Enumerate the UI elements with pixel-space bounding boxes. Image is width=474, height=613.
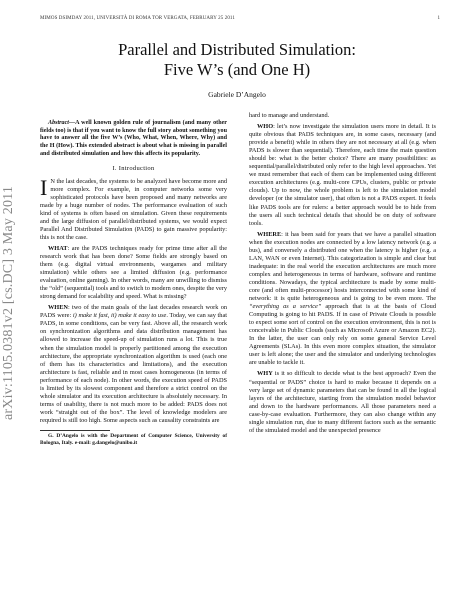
- who-keyword: WHO: [257, 123, 274, 131]
- what-paragraph: [40, 245, 227, 301]
- drop-cap: I: [40, 174, 48, 200]
- abstract-text: —A well known golden rule of journalism (and many other fields too) is that if you want to know the full story about something you have to answer all the five W’s (Who, What, When, Where, Why) and the H (How). This extended abstract is about what is missing in parallel and distributed simulation and how this affects its popularity.: [40, 120, 227, 157]
- intro-paragraph: [40, 174, 227, 242]
- abstract: [40, 120, 227, 159]
- why-keyword: WHY: [257, 370, 273, 378]
- where-text-b: approach that is at the basis of Cloud Computing is going to hit PADS. If in case of Private Clouds is possible to expect some sort of control on the execution environment, this is not is conceivable in Public Clouds (such as Microsoft Azure or Amazon EC2). In the latter, the user can only rely on some general Service Level Agreements (SLAs). In this even more complex situation, the simulator user is left alone; the user and the simulator and underlying technologies are unable to tackle it.: [249, 303, 436, 367]
- footnote-rule: [40, 430, 110, 431]
- when-text-a: : two of the main goals of the last decades research work on PADS were:: [40, 304, 227, 320]
- when-keyword: WHEN: [48, 304, 68, 312]
- author-name: Gabriele D’Angelo: [208, 90, 266, 99]
- why-paragraph: [249, 370, 436, 434]
- section-heading-introduction: I. Introduction: [112, 164, 155, 172]
- when-text-b: . Today, we can say that PADS, in some conditions, can be very fast. Above all, the research work on synchronization algorithms and data distribution management has allowed to increase the speed-up of simulation runs a lot. This is true when the simulation model is properly partitioned among the execution architecture, the appropriate synchronization algorithm is used (each one of them has its characteristics and limitations), and the execution architecture is fast, reliable and in most cases homogeneous (in terms of performance of each node). In other words, the execution speed of PADS is limited by its slowest component and therefore a strict control on the whole simulator and its execution architecture is absolutely necessary. In terms of usability, there is not much more to be added: PADS does not work “straight out of the box”. The level of knowledge modelers are required is still too high. Some aspects such as causality constraints are: [40, 312, 227, 424]
- title-line-1: Parallel and Distributed Simulation:: [118, 40, 356, 59]
- where-text-a: : it has been said for years that we have a parallel situation when the execution nodes are connected by a low latency network (e.g. a bus), and conversely a distributed one when the latency is higher (e.g. a LAN, WAN or even Internet). This categorization is simple and clear but inadequate: in the real world the execution architectures are much more complex and heterogeneous in terms of hardware, software and runtime conditions. Nowadays, the typical architecture is made by some multi-core (and often multi-processor) hosts interconnected with some kind of network: it is quite heterogeneous and is going to be even more. The: [249, 230, 436, 303]
- who-paragraph: [249, 123, 436, 228]
- why-text: is it so difficult to decide what is the best approach? Even the “sequential or PADS” choice is hard to make because it depends on a very large set of dynamic parameters that can be found in all the logical layers of the architecture, starting from the simulation model behavior and down to the hardware performances. All those parameters need a case-by-case evaluation. Furthermore, they can also change within any single simulation run, due to many different factors such as the semantic of the simulated model and the unexpected presence: [249, 370, 436, 434]
- what-keyword: WHAT: [48, 244, 68, 252]
- abstract-label: Abstract: [48, 120, 69, 126]
- where-paragraph: [249, 231, 436, 368]
- what-text: : are the PADS techniques ready for prime time after all the research work that has been done? Some fields are strongly based on them (e.g. digital virtual environments, wargames and military simulation) while others see a limited diffusion (e.g. performance evaluation, online gaming). In other words, many are unwilling to dismiss the “old” (sequential) tools and to switch to modern ones, despite the very strong demand for scalability and speed. What is missing?: [40, 244, 227, 301]
- carryover-text: hard to manage and understand.: [249, 112, 330, 119]
- title-line-2: Five W’s (and One H): [163, 60, 311, 79]
- paper-title: [40, 40, 434, 80]
- right-column: [249, 112, 436, 438]
- when-paragraph: [40, 304, 227, 425]
- where-keyword: WHERE: [257, 230, 282, 238]
- page-number: 1: [437, 16, 440, 21]
- intro-text: N the last decades, the systems to be analyzed have become more and more complex. For example, in computer networks some very sophisticated protocols have been proposed and many networks are made by a huge number of nodes. The performance evaluation of such kind of systems is often based on simulation. Given these requirements and the large diffusion of parallel/distributed systems, we would expect Parallel And Distributed Simulation (PADS) to gain massive popularity: this is not the case.: [40, 177, 227, 241]
- left-column: [40, 120, 227, 447]
- running-head: MIMOS DSIMDAY 2011, UNIVERSITÀ DI ROMA TOR VERGATA, FEBRUARY 25 2011: [40, 16, 235, 21]
- arxiv-stamp[interactable]: arXiv:1105.0381v2 [cs.DC] 3 May 2011: [1, 185, 16, 420]
- where-emphasis: “everything as a service”: [249, 303, 322, 311]
- who-text: : let’s now investigate the simulation users more in detail. It is quite obvious that PADS techniques are, in some cases, necessary (and provide a benefit) while in others they are not necessary at all (e.g. when PADS is slower than sequential). Therefore, each time the main question should be: what is the better choice? There are many possibilities: as sequential/parallel/distributed only refer to the high level approaches. Yet we must remember that each of them can be implemented using different execution architectures (e.g. multi-core CPUs, clusters, public or private clouds). Up to now, the whole problem is left to the simulation model developer (or the simulator user), that often is not a PADS expert. It feels like PADS tools are for rulers: a better approach would be to hide from the users all such technical details that should be on duty of software tools.: [249, 123, 436, 227]
- when-emphasis: i) make it fast, ii) make it easy to use: [72, 312, 167, 320]
- author-footnote: G. D’Angelo is with the Department of Computer Science, University of Bologna, Italy. e-mail: g.dangelo@unibo.it: [40, 432, 227, 446]
